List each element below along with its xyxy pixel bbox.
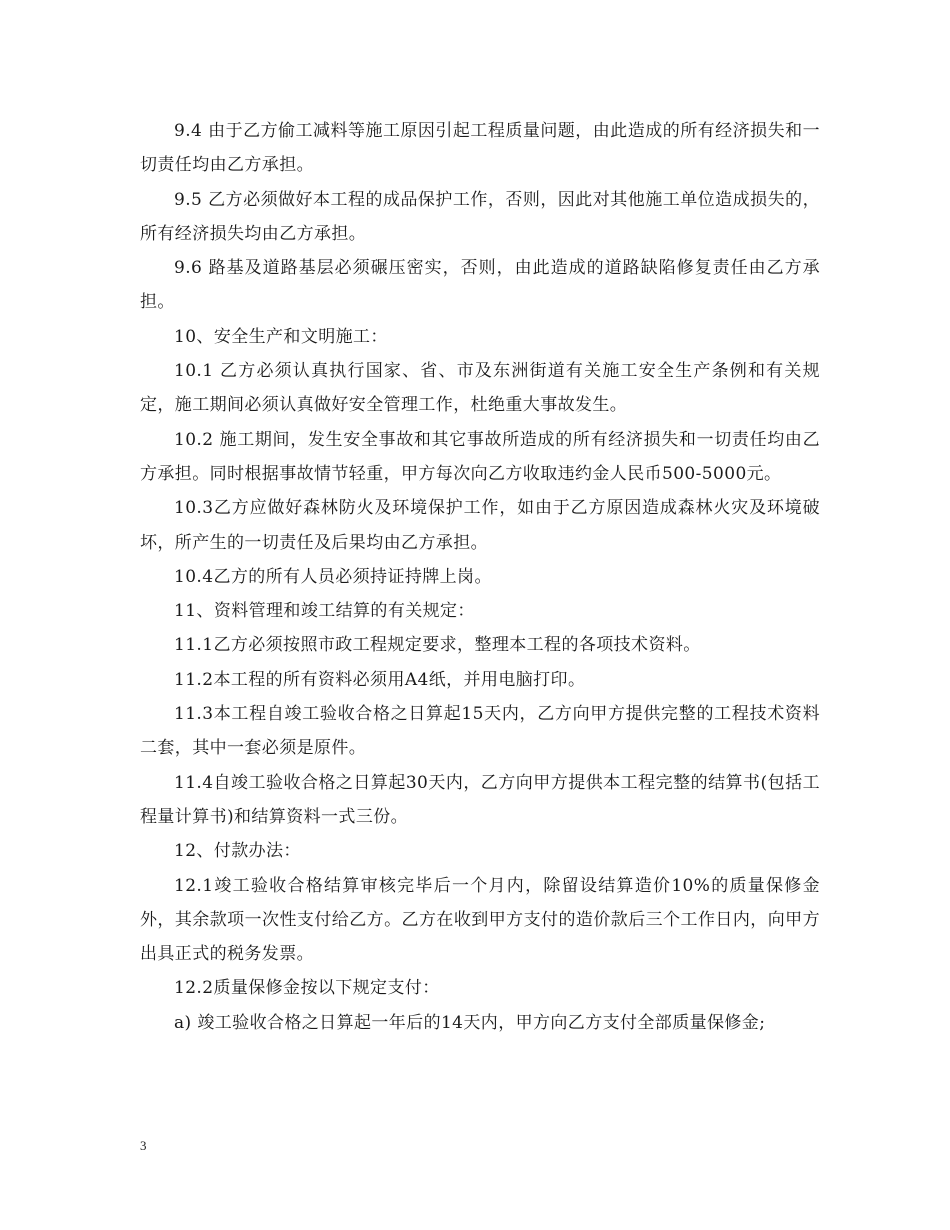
section-11-heading: 11、资料管理和竣工结算的有关规定： (174, 601, 475, 622)
clause-9-4: 9.4 由于乙方偷工减料等施工原因引起工程质量问题，由此造成的所有经济损失和一切责任均由乙方承担。 (140, 121, 820, 176)
clause-12-2-a: a) 竣工验收合格之日算起一年后的14天内，甲方向乙方支付全部质量保修金; (174, 1012, 766, 1033)
clause-11-4: 11.4自竣工验收合格之日算起30天内，乙方向甲方提供本工程完整的结算书(包括工程量计算书)和结算资料一式三份。 (140, 772, 820, 827)
clause-12-2: 12.2质量保修金按以下规定支付： (174, 978, 440, 999)
page-number: 3 (140, 1138, 147, 1153)
clause-11-2: 11.2本工程的所有资料必须用A4纸，并用电脑打印。 (174, 669, 586, 690)
clause-9-5: 9.5 乙方必须做好本工程的成品保护工作，否则，因此对其他施工单位造成损失的，所有经济损失均由乙方承担。 (140, 189, 820, 244)
clause-9-6: 9.6 路基及道路基层必须碾压密实，否则，由此造成的道路缺陷修复责任由乙方承担。 (140, 258, 820, 313)
section-10-heading: 10、安全生产和文明施工： (174, 326, 388, 347)
section-12-heading: 12、付款办法： (174, 841, 301, 862)
clause-10-3: 10.3乙方应做好森林防火及环境保护工作，如由于乙方原因造成森林火灾及环境破坏，所产生的一切责任及后果均由乙方承担。 (140, 498, 820, 553)
clause-11-1: 11.1乙方必须按照市政工程规定要求，整理本工程的各项技术资料。 (174, 635, 701, 656)
clause-10-1: 10.1 乙方必须认真执行国家、省、市及东洲街道有关施工安全生产条例和有关规定，施工期间必须认真做好安全管理工作，杜绝重大事故发生。 (140, 361, 820, 416)
clause-12-1: 12.1竣工验收合格结算审核完毕后一个月内，除留设结算造价10%的质量保修金外，其余款项一次性支付给乙方。乙方在收到甲方支付的造价款后三个工作日内，向甲方出具正式的税务发票。 (140, 875, 820, 965)
clause-11-3: 11.3本工程自竣工验收合格之日算起15天内，乙方向甲方提供完整的工程技术资料二套，其中一套必须是原件。 (140, 704, 820, 759)
clause-10-4: 10.4乙方的所有人员必须持证持牌上岗。 (174, 566, 492, 587)
document-body (140, 114, 820, 1040)
clause-10-2: 10.2 施工期间，发生安全事故和其它事故所造成的所有经济损失和一切责任均由乙方承担。同时根据事故情节轻重，甲方每次向乙方收取违约金人民币500-5000元。 (140, 429, 820, 484)
